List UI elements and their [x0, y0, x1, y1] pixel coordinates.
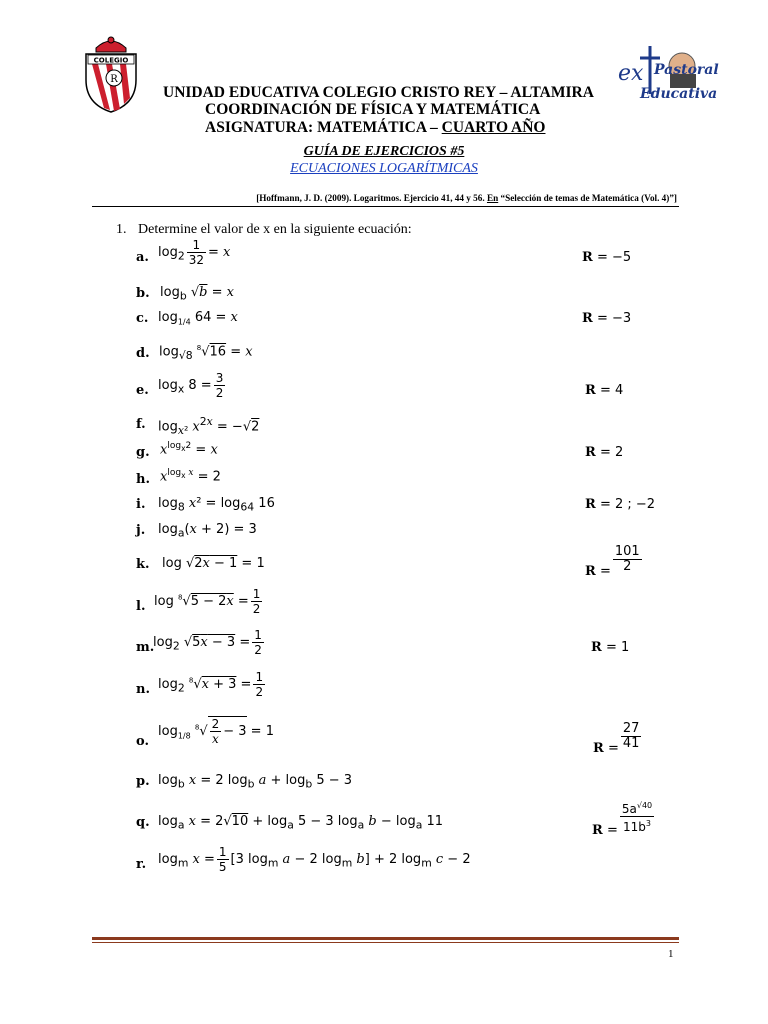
- exercise-g-equation: $x^{log_x2} = x$: [160, 441, 218, 458]
- exercise-r-equation: $\log_m x$ = $\frac{1}{5}$ [3 $\log_m a - 2$ $\log_m b] + 2$ $\log_m c - 2$: [158, 845, 471, 874]
- answer-letter: R: [582, 311, 593, 326]
- answer-letter: R: [592, 823, 603, 838]
- answer-value: = −5: [596, 250, 632, 265]
- answer-letter: R: [585, 564, 596, 579]
- header-subject: [205, 119, 545, 137]
- exercise-label: r.: [136, 857, 147, 872]
- answer-value: = 1: [605, 640, 630, 655]
- exercise-label: k.: [136, 557, 150, 572]
- exercise-label: f.: [136, 417, 146, 432]
- answer-c: [582, 311, 631, 326]
- svg-text:R: R: [110, 74, 118, 85]
- exercise-label: l.: [136, 599, 146, 614]
- guide-subtitle: ECUACIONES LOGARÍTMICAS: [290, 161, 478, 176]
- exercise-label: j.: [136, 523, 146, 538]
- reference-en: En: [486, 193, 499, 203]
- exercise-label: d.: [136, 346, 150, 361]
- exercise-label: g.: [136, 445, 150, 460]
- exercise-o-equation: $\log_{1/8} ^8√$ $\frac{2}{x}$ − 3 = 1: [158, 717, 274, 746]
- question-number: 1.: [116, 222, 127, 237]
- exercise-f-equation: $\log_{x^2} x^{2x} = -√2$: [158, 415, 260, 437]
- header-course: CUARTO AÑO: [441, 119, 546, 136]
- guide-title: GUÍA DE EJERCICIOS #5: [303, 144, 465, 159]
- answer-letter: R: [582, 250, 593, 265]
- exercise-i-equation: $\log_8 x^2 = \log_{64} 16$: [158, 496, 275, 514]
- exercise-label: b.: [136, 286, 150, 301]
- header-school-name: UNIDAD EDUCATIVA COLEGIO CRISTO REY – ALTAMIRA: [163, 84, 594, 101]
- answer-o: R = $\frac{27}{41}$: [593, 721, 640, 756]
- exercise-label: e.: [136, 383, 149, 398]
- logo-word-pastoral: Pastoral: [654, 62, 719, 78]
- exercise-label: o.: [136, 734, 149, 749]
- answer-letter: R: [585, 383, 596, 398]
- exercise-j-equation: $\log_a(x + 2) = 3$: [158, 522, 257, 540]
- exercise-n-equation: $\log_2 ^8√x + 3$ = $\frac{1}{2}$: [158, 670, 264, 699]
- exercise-label: i.: [136, 497, 146, 512]
- exercise-label: c.: [136, 311, 149, 326]
- answer-value: = −3: [596, 311, 632, 326]
- exercise-label: p.: [136, 774, 150, 789]
- logo-word-educativa: Educativa: [640, 86, 718, 102]
- answer-letter: R: [593, 741, 604, 756]
- exercise-label: n.: [136, 682, 150, 697]
- exercise-e-equation: $\log_x 8$ = $\frac{3}{2}$: [158, 371, 224, 400]
- answer-value: =: [607, 741, 619, 756]
- exercise-k-equation: log √2x − 1 = 1: [162, 556, 265, 571]
- exercise-q-equation: $\log_a x = 2√10 + \log_a 5 - 3$ $\log_a b - \log_a 11$: [158, 814, 444, 832]
- pastoral-educativa-logo: [608, 44, 719, 104]
- exercise-label: q.: [136, 815, 150, 830]
- answer-value: = 4: [599, 383, 624, 398]
- page-number: 1: [668, 948, 674, 960]
- answer-g: [585, 445, 623, 460]
- header-subject-prefix: ASIGNATURA: MATEMÁTICA –: [205, 119, 442, 136]
- answer-k: R = $\frac{101}{2}$: [585, 544, 640, 579]
- exercise-l-equation: log $^8$√5 − 2x = $\frac{1}{2}$: [154, 587, 261, 616]
- answer-value: = 2 ; −2: [599, 497, 656, 512]
- question-text: Determine el valor de x en la siguiente ecuación:: [138, 222, 412, 237]
- exercise-m-equation: $\log_2 √5x - 3$ = $\frac{1}{2}$: [153, 628, 262, 657]
- answer-e: [585, 383, 623, 398]
- exercise-label: a.: [136, 250, 149, 265]
- reference-part-a: [Hoffmann, J. D. (2009). Logaritmos. Ejercicio 41, 44 y 56.: [256, 193, 487, 203]
- answer-i: [585, 497, 655, 512]
- svg-text:ex: ex: [618, 61, 644, 86]
- crest-label: COLEGIO: [93, 56, 129, 65]
- answer-a: [582, 250, 631, 265]
- exercise-label: m.: [136, 640, 155, 655]
- header-coordination: COORDINACIÓN DE FÍSICA Y MATEMÁTICA: [205, 101, 541, 118]
- reference-citation: [256, 193, 677, 203]
- exercise-p-equation: $\log_b x = 2$ $\log_b a + \log_b 5 - 3$: [158, 773, 353, 791]
- exercise-h-equation: $x^{log_x x} = 2$: [160, 468, 221, 485]
- exercise-a-equation: $\log_2$ $\frac{1}{32}$ = x: [158, 238, 231, 267]
- answer-q: R = $\frac{5a^{√40}}{11b^3}$: [592, 801, 653, 838]
- answer-letter: R: [585, 445, 596, 460]
- footer-rule-thin: [92, 942, 679, 943]
- header-divider: [92, 206, 679, 207]
- answer-value: =: [599, 564, 611, 579]
- footer-rule: [92, 937, 679, 940]
- exercise-b-equation: $\log_b √b = x$: [160, 285, 234, 303]
- exercise-d-equation: $\log_{√8} ^8√16 = x$: [159, 344, 253, 362]
- answer-letter: R: [585, 497, 596, 512]
- answer-letter: R: [591, 640, 602, 655]
- answer-value: =: [606, 823, 618, 838]
- exercise-label: h.: [136, 472, 150, 487]
- exercise-c-equation: $\log_{1/4} 64 = x$: [158, 310, 238, 327]
- answer-value: = 2: [599, 445, 624, 460]
- answer-m: [591, 640, 629, 655]
- school-crest-logo: [80, 34, 142, 114]
- reference-part-b: “Selección de temas de Matemática (Vol. 4)”]: [498, 193, 677, 203]
